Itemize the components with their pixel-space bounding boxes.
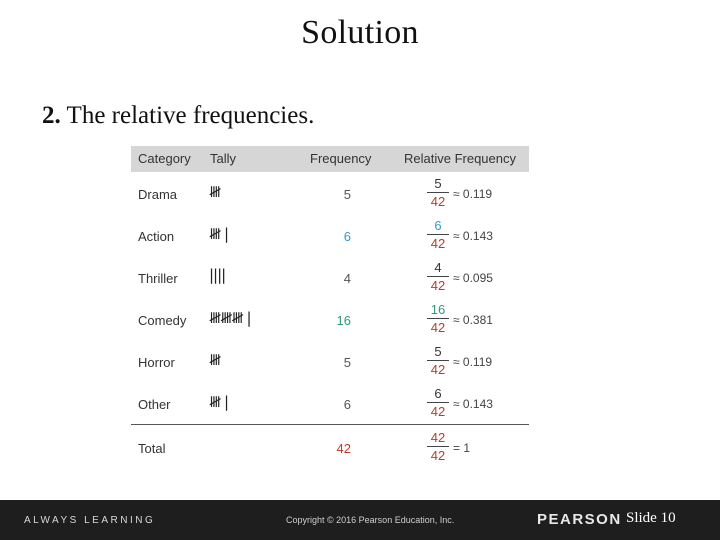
row-category: Thriller	[138, 271, 178, 286]
row-tally: 𝍸 |	[209, 225, 229, 243]
row-denominator: 42	[430, 404, 446, 419]
slide-subtitle	[42, 102, 314, 130]
row-category: Horror	[138, 355, 175, 370]
total-equals: = 1	[453, 441, 471, 455]
row-approx: ≈ 0.119	[453, 187, 493, 201]
row-frequency: 4	[343, 271, 351, 286]
row-approx: ≈ 0.095	[453, 271, 493, 285]
row-approx: ≈ 0.119	[453, 355, 493, 369]
table-row	[131, 256, 529, 298]
row-fraction	[423, 176, 453, 209]
footer-tagline: ALWAYS LEARNING	[24, 515, 156, 526]
fraction-bar	[427, 360, 449, 361]
fraction-bar	[427, 446, 449, 447]
row-frequency: 5	[343, 187, 351, 202]
row-fraction	[423, 302, 453, 335]
row-numerator: 5	[434, 176, 442, 191]
subtitle-number: 2.	[42, 102, 61, 129]
row-approx: ≈ 0.143	[453, 397, 493, 411]
row-category: Other	[138, 397, 171, 412]
row-category: Action	[138, 229, 175, 244]
total-denominator: 42	[430, 448, 446, 463]
row-frequency: 6	[343, 229, 351, 244]
row-denominator: 42	[430, 194, 446, 209]
header-tally: Tally	[210, 151, 237, 166]
fraction-bar	[427, 276, 449, 277]
row-numerator: 6	[434, 218, 442, 233]
row-fraction	[423, 386, 453, 419]
row-numerator: 16	[430, 302, 446, 317]
table-row	[131, 172, 529, 214]
row-denominator: 42	[430, 278, 446, 293]
row-fraction	[423, 218, 453, 251]
row-numerator: 4	[434, 260, 442, 275]
row-frequency: 16	[336, 313, 351, 328]
row-denominator: 42	[430, 362, 446, 377]
fraction-bar	[427, 318, 449, 319]
total-frequency: 42	[336, 441, 351, 456]
table-row	[131, 214, 529, 256]
row-frequency: 6	[343, 397, 351, 412]
row-fraction	[423, 260, 453, 293]
footer-bar	[0, 500, 720, 540]
pearson-logo: PEARSON	[537, 511, 622, 528]
frequency-table	[131, 146, 529, 468]
slide-number: Slide 10	[626, 510, 676, 526]
row-category: Comedy	[138, 313, 187, 328]
row-denominator: 42	[430, 236, 446, 251]
fraction-bar	[427, 234, 449, 235]
subtitle-text: The relative frequencies.	[60, 102, 315, 129]
total-fraction	[423, 430, 453, 463]
header-frequency: Frequency	[310, 151, 372, 166]
row-category: Drama	[138, 187, 178, 202]
table-row	[131, 340, 529, 382]
row-tally: ||||	[209, 266, 226, 284]
footer-copyright: Copyright © 2016 Pearson Education, Inc.	[286, 515, 455, 525]
slide-title: Solution	[301, 14, 419, 51]
fraction-bar	[427, 192, 449, 193]
total-divider	[131, 424, 529, 425]
table-header	[131, 146, 529, 172]
total-row	[131, 426, 529, 468]
table-row	[131, 382, 529, 424]
row-tally: 𝍸	[209, 183, 221, 201]
row-tally: 𝍸𝍸𝍸 |	[209, 309, 251, 327]
row-denominator: 42	[430, 320, 446, 335]
total-numerator: 42	[430, 430, 446, 445]
table-row	[131, 298, 529, 340]
total-label: Total	[138, 441, 166, 456]
header-relative-frequency: Relative Frequency	[404, 151, 516, 166]
row-tally: 𝍸	[209, 351, 221, 369]
fraction-bar	[427, 402, 449, 403]
row-tally: 𝍸 |	[209, 393, 229, 411]
row-numerator: 6	[434, 386, 442, 401]
row-approx: ≈ 0.143	[453, 229, 493, 243]
row-approx: ≈ 0.381	[453, 313, 493, 327]
row-numerator: 5	[434, 344, 442, 359]
row-frequency: 5	[343, 355, 351, 370]
row-fraction	[423, 344, 453, 377]
header-category: Category	[138, 151, 191, 166]
